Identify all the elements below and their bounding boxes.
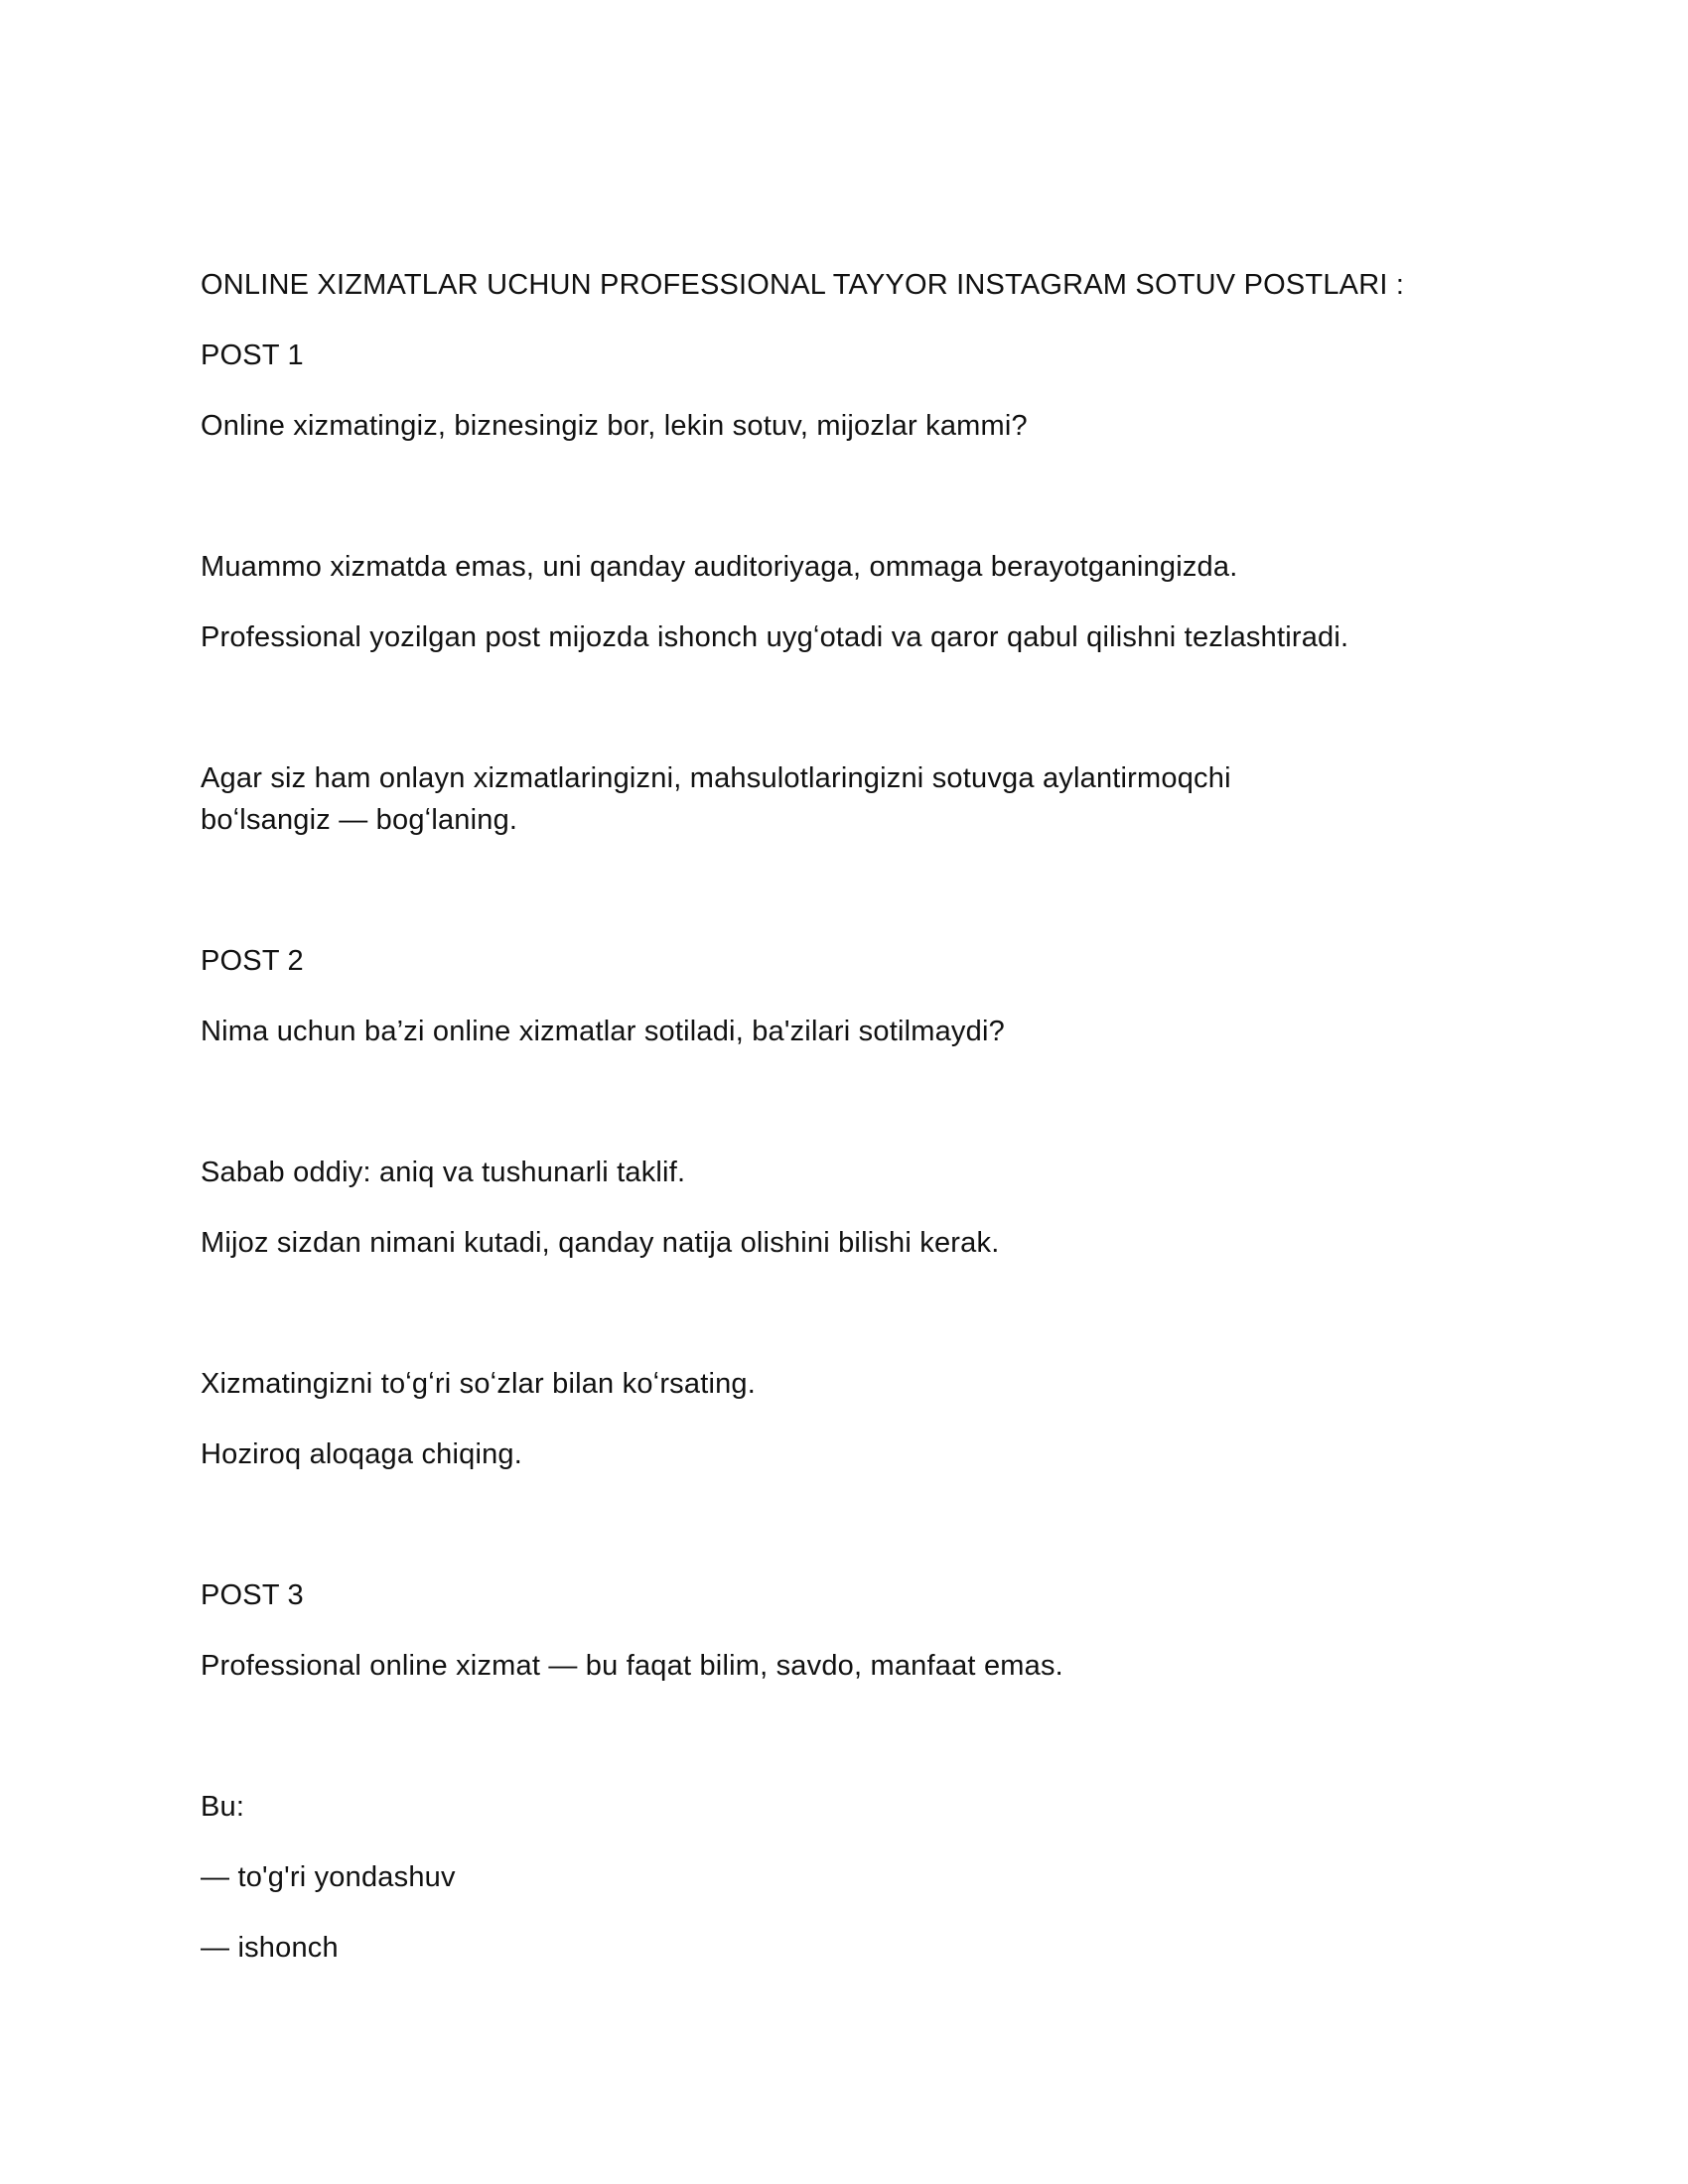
post-2-cta-2: Hoziroq aloqaga chiqing. bbox=[201, 1438, 523, 1470]
post-1-cta-line-1: Agar siz ham onlayn xizmatlaringizni, mahsulotlaringizni sotuvga aylantirmoqchi bbox=[201, 762, 1231, 794]
post-3-list-intro: Bu: bbox=[201, 1791, 245, 1823]
document-title: ONLINE XIZMATLAR UCHUN PROFESSIONAL TAYYOR INSTAGRAM SOTUV POSTLARI : bbox=[201, 269, 1405, 301]
post-3-list-item-2: — ishonch bbox=[201, 1932, 339, 1964]
post-3-heading: POST 3 bbox=[201, 1579, 304, 1611]
post-3-hook: Professional online xizmat — bu faqat bilim, savdo, manfaat emas. bbox=[201, 1650, 1063, 1682]
post-2-cta-1: Xizmatingizni toʻgʻri soʻzlar bilan koʻrsating. bbox=[201, 1368, 757, 1400]
post-1-cta-line-2: boʻlsangiz — bogʻlaning. bbox=[201, 804, 518, 836]
post-2-hook: Nima uchun ba’zi online xizmatlar sotiladi, ba'zilari sotilmaydi? bbox=[201, 1016, 1005, 1047]
post-1-heading: POST 1 bbox=[201, 340, 304, 371]
post-3-list-item-1: — to'g'ri yondashuv bbox=[201, 1861, 456, 1893]
post-2-body-2: Mijoz sizdan nimani kutadi, qanday natija olishini bilishi kerak. bbox=[201, 1227, 1000, 1259]
post-1-body-1: Muammo xizmatda emas, uni qanday auditoriyaga, ommaga berayotganingizda. bbox=[201, 551, 1238, 583]
post-2-body-1: Sabab oddiy: aniq va tushunarli taklif. bbox=[201, 1157, 686, 1188]
post-1-body-2: Professional yozilgan post mijozda ishonch uygʻotadi va qaror qabul qilishni tezlashtiradi. bbox=[201, 621, 1349, 653]
post-1-hook: Online xizmatingiz, biznesingiz bor, lekin sotuv, mijozlar kammi? bbox=[201, 410, 1028, 442]
post-2-heading: POST 2 bbox=[201, 945, 304, 977]
post-1-cta bbox=[201, 757, 1509, 841]
